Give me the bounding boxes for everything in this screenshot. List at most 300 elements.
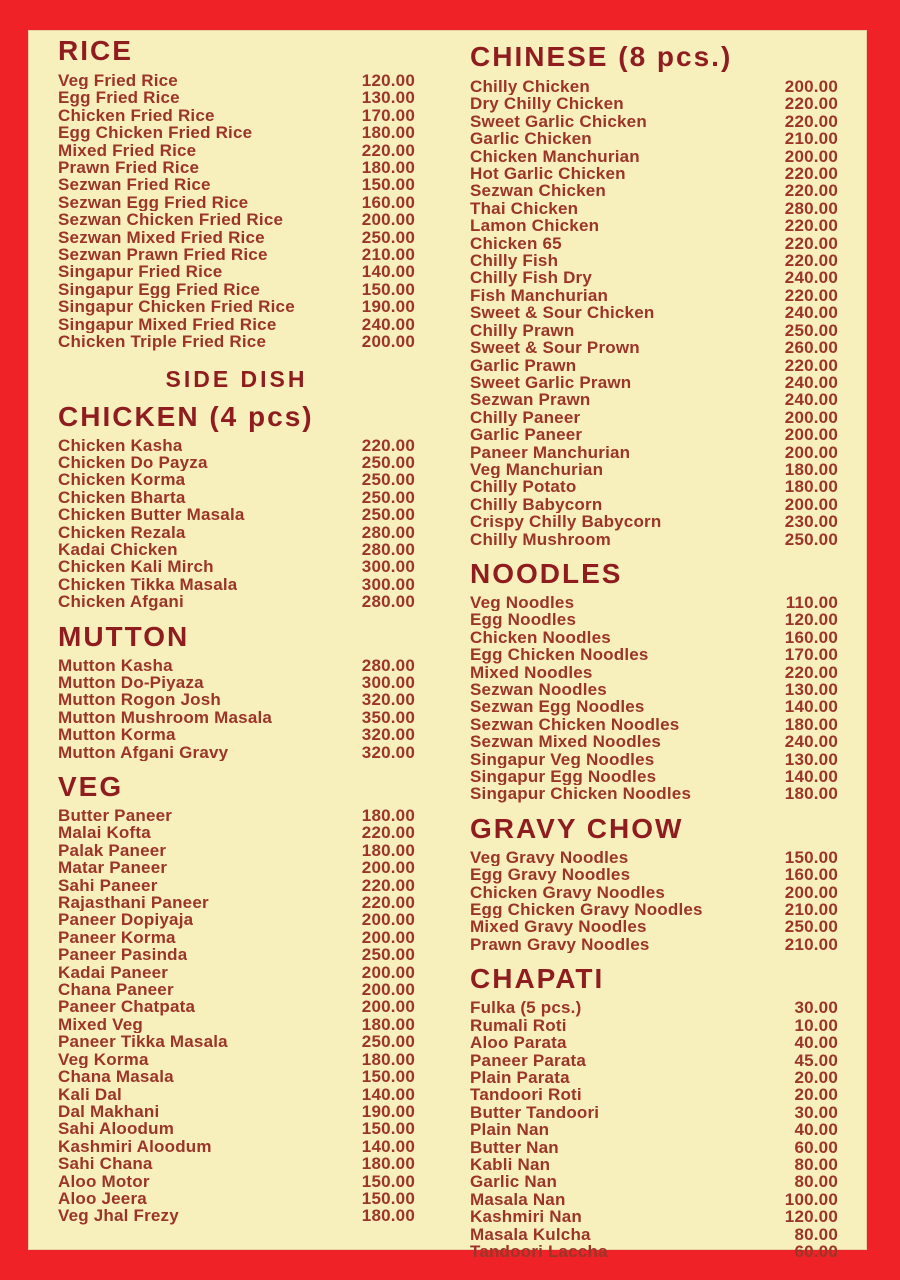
menu-item-name: Egg Chicken Fried Rice [58, 124, 253, 142]
menu-item-name: Mixed Noodles [470, 663, 593, 681]
menu-item-price: 170.00 [361, 105, 415, 125]
menu-item-row [58, 194, 415, 211]
menu-item-name: Sahi Aloodum [58, 1120, 175, 1138]
menu-item-name: Mixed Veg [58, 1015, 143, 1034]
menu-item-name: Sweet Garlic Prawn [470, 373, 632, 392]
menu-item-name: Paneer Dopiyaja [58, 911, 194, 929]
menu-item-row [470, 304, 838, 321]
section-items-gravy-chow [470, 849, 838, 953]
menu-item-price: 220.00 [784, 662, 838, 682]
menu-item-name: Fish Manchurian [470, 286, 609, 305]
menu-item-name: Sezwan Fried Rice [58, 176, 211, 194]
menu-item-row [470, 130, 838, 147]
menu-item-name: Egg Noodles [470, 611, 577, 629]
menu-item-row [470, 681, 838, 698]
menu-item-row [470, 1086, 838, 1103]
menu-item-price: 180.00 [784, 784, 838, 804]
menu-item-price: 220.00 [784, 216, 838, 236]
menu-item-price: 180.00 [361, 806, 415, 825]
menu-item-price: 250.00 [361, 452, 415, 472]
menu-item-name: Mutton Afgani Gravy [58, 743, 229, 761]
menu-item-row [470, 235, 838, 252]
menu-item-row [58, 1051, 415, 1068]
menu-item-row [470, 866, 838, 883]
menu-item-price: 220.00 [784, 181, 838, 201]
menu-item-price: 200.00 [361, 910, 415, 930]
menu-item-name: Mutton Korma [58, 726, 176, 744]
menu-item-price: 20.00 [794, 1085, 838, 1105]
menu-item-row [58, 107, 415, 124]
menu-item-row [58, 911, 415, 928]
menu-item-price: 60.00 [794, 1137, 838, 1157]
menu-item-price: 190.00 [361, 297, 415, 317]
menu-item-row [470, 751, 838, 768]
menu-item-name: Singapur Egg Fried Rice [58, 280, 261, 299]
menu-item-name: Thai Chicken [470, 199, 579, 218]
menu-item-row [470, 936, 838, 953]
menu-item-row [58, 316, 415, 333]
menu-item-price: 140.00 [784, 697, 838, 717]
menu-item-price: 200.00 [784, 442, 838, 462]
menu-item-row [470, 513, 838, 530]
menu-item-row [470, 1034, 838, 1051]
menu-item-row [470, 322, 838, 339]
menu-item-name: Sezwan Egg Fried Rice [58, 193, 249, 212]
menu-item-price: 200.00 [361, 332, 415, 352]
menu-item-price: 180.00 [361, 123, 415, 143]
menu-item-name: Fulka (5 pcs.) [470, 999, 582, 1017]
menu-item-price: 160.00 [784, 865, 838, 885]
menu-item-row [58, 489, 415, 506]
menu-item-row [58, 1207, 415, 1224]
menu-item-name: Chana Paneer [58, 981, 174, 999]
menu-item-row [470, 287, 838, 304]
menu-item-price: 140.00 [361, 1136, 415, 1156]
menu-item-price: 80.00 [794, 1154, 838, 1174]
menu-item-row [58, 877, 415, 894]
menu-item-price: 200.00 [361, 997, 415, 1017]
menu-item-row [58, 159, 415, 176]
menu-item-price: 240.00 [784, 372, 838, 392]
menu-item-row [470, 664, 838, 681]
menu-item-name: Kashmiri Nan [470, 1208, 582, 1226]
menu-item-name: Egg Gravy Noodles [470, 866, 631, 884]
menu-item-name: Paneer Chatpata [58, 998, 196, 1016]
menu-item-name: Chilly Babycorn [470, 495, 603, 514]
menu-item-price: 220.00 [784, 233, 838, 253]
menu-item-price: 250.00 [361, 470, 415, 490]
menu-item-row [58, 298, 415, 315]
menu-item-row [58, 541, 415, 558]
menu-item-row [470, 884, 838, 901]
section-items-rice [58, 72, 415, 351]
menu-item-row [58, 89, 415, 106]
menu-item-price: 210.00 [784, 934, 838, 954]
menu-item-row [470, 409, 838, 426]
menu-item-name: Chilly Prawn [470, 321, 575, 340]
menu-item-price: 320.00 [361, 690, 415, 710]
menu-item-name: Paneer Manchurian [470, 443, 631, 461]
menu-item-price: 200.00 [361, 858, 415, 878]
menu-item-name: Singapur Mixed Fried Rice [58, 315, 277, 334]
menu-item-price: 180.00 [361, 1206, 415, 1226]
menu-item-price: 200.00 [784, 146, 838, 166]
menu-item-price: 150.00 [361, 1067, 415, 1087]
menu-item-price: 200.00 [361, 210, 415, 230]
menu-item-price: 120.00 [361, 71, 415, 90]
menu-item-name: Chicken Rezala [58, 523, 186, 541]
menu-item-price: 250.00 [784, 320, 838, 340]
menu-item-name: Chicken Tikka Masala [58, 575, 238, 594]
menu-item-price: 80.00 [794, 1172, 838, 1192]
section-heading-rice: RICE [58, 35, 133, 66]
menu-item-row [58, 524, 415, 541]
menu-item-name: Sweet & Sour Prown [470, 339, 640, 357]
menu-item-row [470, 698, 838, 715]
menu-item-name: Singapur Fried Rice [58, 263, 223, 281]
menu-item-name: Chicken Triple Fried Rice [58, 333, 267, 351]
menu-item-price: 130.00 [784, 680, 838, 699]
menu-item-row [470, 716, 838, 733]
section-items-veg [58, 807, 415, 1225]
menu-item-row [58, 744, 415, 761]
menu-item-name: Plain Parata [470, 1068, 570, 1087]
section-heading-veg: VEG [58, 771, 124, 802]
menu-item-price: 200.00 [784, 77, 838, 96]
menu-item-row [58, 576, 415, 593]
menu-item-row [58, 964, 415, 981]
menu-item-name: Mutton Mushroom Masala [58, 708, 273, 727]
menu-item-name: Chicken Fried Rice [58, 106, 215, 125]
menu-item-name: Paneer Pasinda [58, 946, 188, 964]
menu-item-row [470, 444, 838, 461]
menu-item-row [58, 842, 415, 859]
menu-item-price: 220.00 [784, 285, 838, 305]
menu-item-row [470, 594, 838, 611]
menu-item-name: Palak Paneer [58, 841, 167, 860]
menu-item-row [58, 281, 415, 298]
menu-item-row [58, 454, 415, 471]
menu-item-name: Sezwan Prawn Fried Rice [58, 246, 268, 264]
menu-item-price: 150.00 [784, 847, 838, 867]
menu-item-name: Chilly Paneer [470, 408, 581, 427]
menu-item-row [470, 78, 838, 95]
menu-item-price: 280.00 [361, 655, 415, 675]
menu-item-name: Kashmiri Aloodum [58, 1137, 212, 1156]
menu-item-row [58, 691, 415, 708]
menu-item-price: 120.00 [784, 1207, 838, 1227]
menu-item-name: Sezwan Chicken [470, 182, 607, 200]
menu-item-name: Butter Nan [470, 1138, 559, 1156]
menu-item-name: Butter Paneer [58, 807, 173, 825]
menu-item-price: 200.00 [361, 980, 415, 1000]
menu-item-price: 10.00 [794, 1015, 838, 1035]
menu-item-row [58, 946, 415, 963]
menu-item-price: 220.00 [784, 111, 838, 131]
menu-item-name: Veg Jhal Frezy [58, 1207, 179, 1225]
menu-item-row [58, 709, 415, 726]
menu-item-price: 180.00 [361, 1014, 415, 1034]
menu-item-price: 250.00 [361, 505, 415, 525]
menu-item-row [58, 1016, 415, 1033]
menu-item-row [470, 374, 838, 391]
section-heading-noodles: NOODLES [470, 557, 623, 589]
menu-item-price: 140.00 [784, 767, 838, 787]
menu-item-row [470, 461, 838, 478]
menu-item-price: 150.00 [361, 1171, 415, 1191]
menu-item-row [470, 357, 838, 374]
menu-item-name: Singapur Chicken Noodles [470, 785, 692, 803]
menu-item-price: 220.00 [361, 875, 415, 895]
menu-item-name: Sezwan Chicken Noodles [470, 715, 680, 734]
menu-board [28, 30, 867, 1261]
menu-item-row [470, 999, 838, 1016]
menu-item-row [470, 148, 838, 165]
menu-item-name: Kali Dal [58, 1085, 122, 1103]
menu-item-price: 320.00 [361, 725, 415, 745]
menu-item-row [470, 1156, 838, 1173]
menu-item-row [58, 471, 415, 488]
menu-item-row [470, 531, 838, 548]
menu-item-row [470, 1173, 838, 1190]
menu-item-row [470, 182, 838, 199]
section-items-chicken-4-pcs [58, 437, 415, 611]
menu-item-price: 250.00 [784, 917, 838, 937]
menu-item-row [58, 211, 415, 228]
menu-item-price: 240.00 [784, 268, 838, 288]
section-heading-chapati: CHAPATI [470, 963, 605, 995]
menu-item-price: 60.00 [794, 1241, 838, 1261]
menu-item-row [470, 611, 838, 628]
menu-item-price: 200.00 [784, 425, 838, 445]
menu-item-name: Mixed Gravy Noodles [470, 918, 647, 936]
menu-item-row [470, 391, 838, 408]
menu-item-name: Rumali Roti [470, 1016, 567, 1035]
menu-item-name: Kabli Nan [470, 1155, 551, 1174]
menu-item-name: Veg Fried Rice [58, 72, 178, 90]
menu-item-price: 140.00 [361, 1084, 415, 1104]
menu-item-row [470, 1121, 838, 1138]
menu-item-name: Paneer Parata [470, 1051, 587, 1069]
menu-item-row [58, 1086, 415, 1103]
menu-item-row [470, 113, 838, 130]
menu-item-price: 200.00 [784, 882, 838, 902]
menu-item-row [58, 333, 415, 350]
menu-item-name: Malai Kofta [58, 824, 151, 842]
menu-item-name: Sahi Chana [58, 1155, 153, 1173]
menu-item-price: 160.00 [361, 192, 415, 212]
menu-item-price: 210.00 [784, 129, 838, 149]
menu-item-name: Aloo Jeera [58, 1189, 147, 1208]
menu-item-name: Kadai Paneer [58, 963, 169, 982]
menu-item-price: 170.00 [784, 645, 838, 665]
menu-item-row [58, 437, 415, 454]
menu-item-name: Butter Tandoori [470, 1103, 600, 1122]
menu-item-price: 160.00 [784, 627, 838, 647]
menu-column-right [470, 30, 838, 1260]
menu-item-price: 280.00 [361, 522, 415, 542]
menu-item-price: 220.00 [361, 140, 415, 160]
menu-item-row [58, 176, 415, 193]
menu-column-left [58, 30, 415, 1225]
menu-item-name: Rajasthani Paneer [58, 894, 209, 912]
menu-item-row [470, 1104, 838, 1121]
menu-columns [28, 30, 867, 1261]
menu-item-row [58, 506, 415, 523]
menu-item-price: 120.00 [784, 610, 838, 630]
menu-item-name: Singapur Veg Noodles [470, 750, 655, 769]
menu-item-row [470, 1069, 838, 1086]
menu-item-row [58, 726, 415, 743]
menu-item-price: 200.00 [361, 962, 415, 982]
menu-item-price: 210.00 [361, 245, 415, 265]
menu-item-row [470, 1208, 838, 1225]
menu-item-name: Singapur Chicken Fried Rice [58, 298, 295, 316]
section-items-chinese-8-pcs [470, 78, 838, 548]
menu-item-row [58, 998, 415, 1015]
menu-item-row [470, 1017, 838, 1034]
menu-item-name: Sezwan Mixed Fried Rice [58, 228, 265, 247]
menu-item-row [58, 674, 415, 691]
menu-item-price: 20.00 [794, 1067, 838, 1087]
menu-item-row [58, 1155, 415, 1172]
menu-item-name: Garlic Paneer [470, 426, 583, 444]
menu-item-name: Veg Gravy Noodles [470, 848, 629, 867]
menu-item-price: 300.00 [361, 574, 415, 594]
menu-item-row [470, 918, 838, 935]
menu-item-row [470, 1052, 838, 1069]
menu-item-price: 45.00 [794, 1050, 838, 1070]
menu-item-name: Hot Garlic Chicken [470, 165, 626, 183]
menu-item-row [470, 901, 838, 918]
menu-item-row [58, 824, 415, 841]
menu-item-name: Plain Nan [470, 1121, 550, 1139]
menu-item-price: 230.00 [784, 512, 838, 532]
menu-item-price: 250.00 [784, 529, 838, 549]
section-items-mutton [58, 657, 415, 761]
menu-item-name: Sezwan Mixed Noodles [470, 733, 662, 751]
menu-item-price: 200.00 [784, 407, 838, 427]
menu-item-name: Chicken Korma [58, 471, 186, 489]
menu-item-row [58, 657, 415, 674]
menu-item-name: Egg Chicken Gravy Noodles [470, 901, 703, 919]
menu-item-price: 130.00 [784, 749, 838, 769]
menu-item-name: Prawn Fried Rice [58, 159, 200, 177]
menu-item-price: 180.00 [361, 1154, 415, 1174]
menu-item-price: 150.00 [361, 279, 415, 299]
menu-item-name: Masala Nan [470, 1190, 566, 1209]
menu-item-name: Mutton Rogon Josh [58, 691, 221, 709]
menu-item-name: Singapur Egg Noodles [470, 768, 657, 786]
section-heading-chinese-8-pcs: CHINESE (8 pcs.) [470, 41, 733, 72]
menu-item-name: Garlic Nan [470, 1173, 558, 1191]
menu-item-row [470, 200, 838, 217]
menu-item-price: 220.00 [784, 251, 838, 271]
menu-item-row [470, 768, 838, 785]
menu-item-row [470, 733, 838, 750]
menu-item-row [470, 269, 838, 286]
menu-item-name: Prawn Gravy Noodles [470, 935, 650, 954]
menu-item-price: 30.00 [794, 1102, 838, 1122]
menu-item-row [470, 95, 838, 112]
menu-item-price: 280.00 [784, 198, 838, 218]
menu-item-price: 180.00 [361, 1049, 415, 1069]
menu-item-name: Sezwan Egg Noodles [470, 698, 645, 716]
menu-item-name: Sezwan Noodles [470, 681, 607, 699]
menu-item-row [470, 1139, 838, 1156]
menu-item-name: Chicken Kasha [58, 436, 183, 454]
menu-item-price: 150.00 [361, 1188, 415, 1208]
menu-item-row [470, 426, 838, 443]
section-items-chapati [470, 999, 838, 1260]
menu-item-row [58, 246, 415, 263]
menu-item-name: Dal Makhani [58, 1102, 160, 1121]
menu-item-name: Chicken Manchurian [470, 147, 640, 166]
menu-item-name: Sweet & Sour Chicken [470, 304, 655, 322]
menu-item-name: Sahi Paneer [58, 876, 158, 895]
menu-item-row [58, 124, 415, 141]
menu-item-price: 250.00 [361, 227, 415, 247]
menu-item-price: 240.00 [784, 303, 838, 323]
menu-item-name: Aloo Motor [58, 1172, 150, 1190]
menu-item-name: Lamon Chicken [470, 217, 600, 235]
menu-item-name: Chicken Butter Masala [58, 506, 245, 524]
menu-item-row [470, 646, 838, 663]
menu-item-name: Veg Manchurian [470, 460, 604, 479]
menu-item-name: Chicken Afgani [58, 593, 184, 611]
menu-item-row [470, 165, 838, 182]
menu-item-row [470, 1243, 838, 1260]
menu-item-row [470, 217, 838, 234]
menu-item-price: 220.00 [361, 823, 415, 843]
menu-item-name: Mutton Do-Piyaza [58, 673, 204, 692]
menu-item-price: 240.00 [361, 314, 415, 334]
menu-item-name: Chicken Do Payza [58, 453, 208, 472]
menu-item-row [470, 785, 838, 802]
menu-item-price: 190.00 [361, 1101, 415, 1121]
menu-item-name: Masala Kulcha [470, 1225, 591, 1243]
menu-item-price: 150.00 [361, 175, 415, 195]
menu-item-name: Chicken Gravy Noodles [470, 883, 666, 902]
menu-item-name: Dry Chilly Chicken [470, 95, 624, 113]
section-heading-gravy-chow: GRAVY CHOW [470, 812, 684, 844]
menu-item-price: 180.00 [784, 459, 838, 479]
menu-item-price: 200.00 [361, 927, 415, 947]
menu-item-name: Aloo Parata [470, 1034, 567, 1052]
menu-item-row [58, 859, 415, 876]
menu-item-row [58, 72, 415, 89]
menu-item-row [470, 629, 838, 646]
section-items-noodles [470, 594, 838, 803]
menu-item-row [58, 1120, 415, 1137]
menu-item-name: Kadai Chicken [58, 540, 178, 559]
menu-item-name: Chicken Noodles [470, 628, 611, 647]
menu-item-name: Paneer Tikka Masala [58, 1033, 228, 1051]
menu-item-name: Chicken Kali Mirch [58, 558, 214, 576]
menu-item-price: 250.00 [361, 487, 415, 507]
menu-item-name: Sezwan Prawn [470, 391, 591, 409]
menu-item-name: Chilly Mushroom [470, 530, 611, 548]
menu-item-price: 180.00 [784, 477, 838, 497]
menu-item-price: 130.00 [361, 88, 415, 108]
menu-item-price: 150.00 [361, 1119, 415, 1139]
menu-item-row [58, 1190, 415, 1207]
menu-item-price: 30.00 [794, 998, 838, 1018]
menu-item-row [470, 849, 838, 866]
menu-item-name: Chicken 65 [470, 234, 562, 253]
menu-item-name: Egg Chicken Noodles [470, 646, 649, 664]
menu-item-price: 220.00 [784, 164, 838, 184]
